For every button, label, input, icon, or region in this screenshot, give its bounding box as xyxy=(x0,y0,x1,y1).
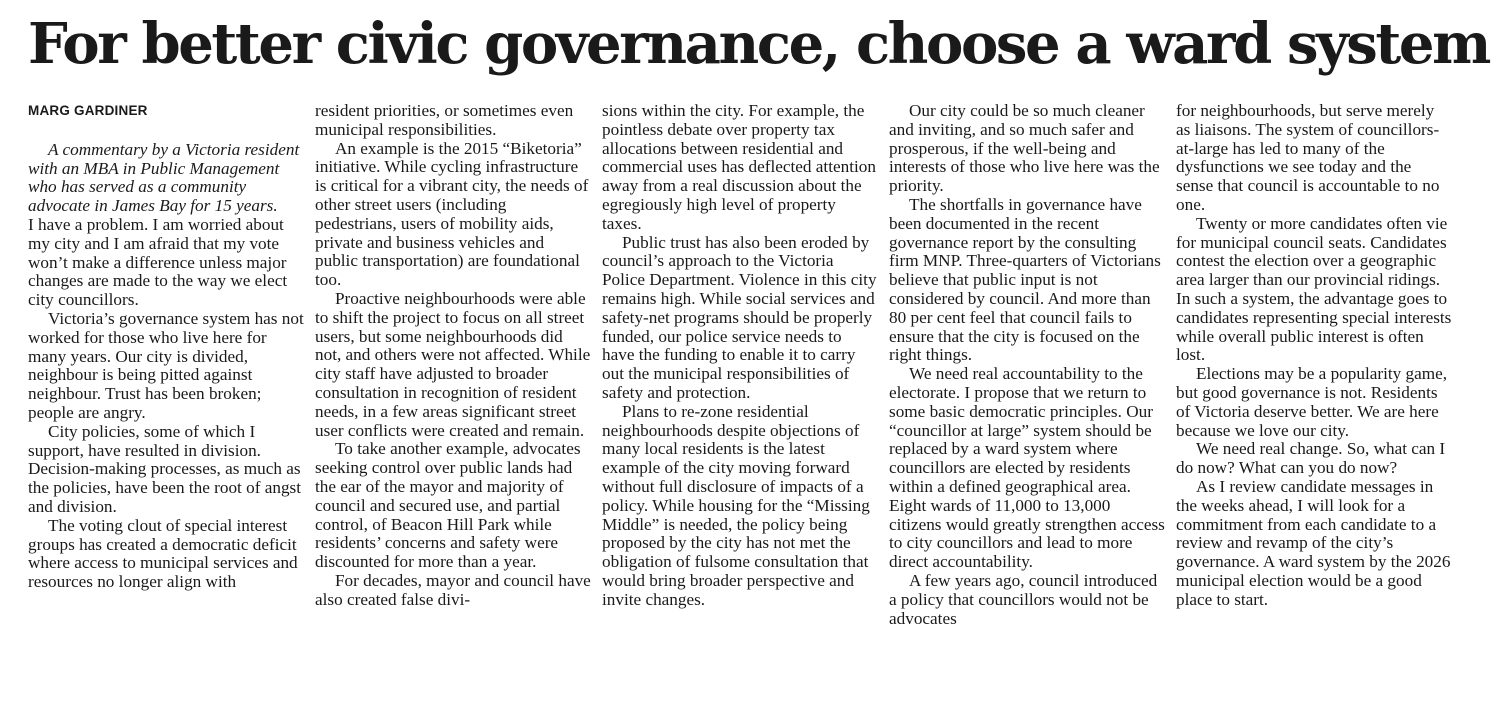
paragraph: Proactive neighbourhoods were able to shift the project to focus on all street users, but some neighbourhoods did not, and others were not affected. While city staff have adjusted to broader consultation in recognition of resident needs, in a few areas significant street user conflicts were created and remain. xyxy=(315,288,591,440)
article-column-3 xyxy=(602,102,878,610)
paragraph: For decades, mayor and council have also created false divi- xyxy=(315,570,591,609)
paragraph: Victoria’s governance system has not worked for those who live here for many years. Our city is divided, neighbour is being pitted against neighbour. Trust has been broken; people are angry. xyxy=(28,308,304,422)
paragraph: Plans to re-zone residential neighbourhoods despite objections of many local residents is the latest example of the city moving forward without full disclosure of impacts of a policy. While housing for the “Missing Middle” is needed, the policy being proposed by the city has not met the obligation of fulsome consultation that would bring broader perspective and invite changes. xyxy=(602,401,870,609)
paragraph: Public trust has also been eroded by council’s approach to the Victoria Police Department. Violence in this city remains high. While social services and safety-net programs should be properly funded, our police service needs to have the funding to enable it to carry out the municipal responsibilities of safety and protection. xyxy=(602,232,877,402)
paragraph: sions within the city. For example, the pointless debate over property tax allocations between residential and commercial uses has deflected attention away from a real discussion about the egregiously high level of property taxes. xyxy=(602,101,876,233)
paragraph: Our city could be so much cleaner and inviting, and so much safer and prosperous, if the well-being and interests of those who live here was the priority. xyxy=(889,101,1160,196)
article-column-4 xyxy=(889,102,1165,628)
paragraph: I have a problem. I am worried about my city and I am afraid that my vote won’t make a difference unless major changes are made to the way we elect city councillors. xyxy=(28,214,288,310)
paragraph: We need real change. So, what can I do now? What can you do now? xyxy=(1176,439,1446,478)
byline: MARG GARDINER xyxy=(28,103,148,118)
intro-blurb: A commentary by a Victoria resident with an MBA in Public Management who has served as a community advocate in James Bay for 15 years. xyxy=(28,139,300,216)
paragraph: To take another example, advocates seeking control over public lands had the ear of the mayor and majority of council and secured use, and partial control, of Beacon Hill Park while residents’ concerns and safety were discounted for more than a year. xyxy=(315,439,581,572)
paragraph: for neighbourhoods, but serve merely as liaisons. The system of councillors-at-large has led to many of the dysfunctions we see today and the sense that council is accountable to no one. xyxy=(1176,101,1440,214)
paragraph: The voting clout of special interest groups has created a democratic deficit where access to municipal services and resources no longer align with xyxy=(28,515,298,592)
paragraph: A few years ago, council introduced a policy that councillors would not be advocates xyxy=(889,570,1158,628)
paragraph: As I review candidate messages in the weeks ahead, I will look for a commitment from each candidate to a review and revamp of the city’s governance. A ward system by the 2026 municipal election would be a good place to start. xyxy=(1176,476,1451,609)
headline: For better civic governance, choose a ward system xyxy=(28,11,1489,77)
article-column-1 xyxy=(28,102,304,592)
paragraph: The shortfalls in governance have been documented in the recent governance report by the consulting firm MNP. Three-quarters of Victorians believe that public input is not considered by council. And more than 80 per cent feel that council fails to ensure that the city is focused on the right things. xyxy=(889,194,1161,365)
paragraph: We need real accountability to the electorate. I propose that we return to some basic democratic principles. Our “councillor at large” system should be replaced by a ward system where councillors are elected by residents within a defined geographical area. Eight wards of 11,000 to 13,000 citizens would greatly strengthen access to city councillors and lead to more direct accountability. xyxy=(889,364,1165,572)
paragraph: An example is the 2015 “Biketoria” initiative. While cycling infrastructure is critical for a vibrant city, the needs of other street users (including pedestrians, users of mobility aids, private and business vehicles and public transportation) are foundational too. xyxy=(315,138,589,290)
paragraph: Twenty or more candidates often vie for municipal council seats. Candidates contest the election over a geographic area larger than our provincial ridings. In such a system, the advantage goes to candidates representing special interests while overall public interest is often lost. xyxy=(1176,213,1452,365)
paragraph: Elections may be a popularity game, but good governance is not. Residents of Victoria deserve better. We are here because we love our city. xyxy=(1176,364,1448,440)
article-column-5 xyxy=(1176,102,1452,610)
article-column-2 xyxy=(315,102,591,610)
paragraph: City policies, some of which I support, have resulted in division. Decision-making processes, as much as the policies, have been the root of angst and division. xyxy=(28,421,302,516)
paragraph: resident priorities, or sometimes even municipal responsibilities. xyxy=(315,101,574,139)
